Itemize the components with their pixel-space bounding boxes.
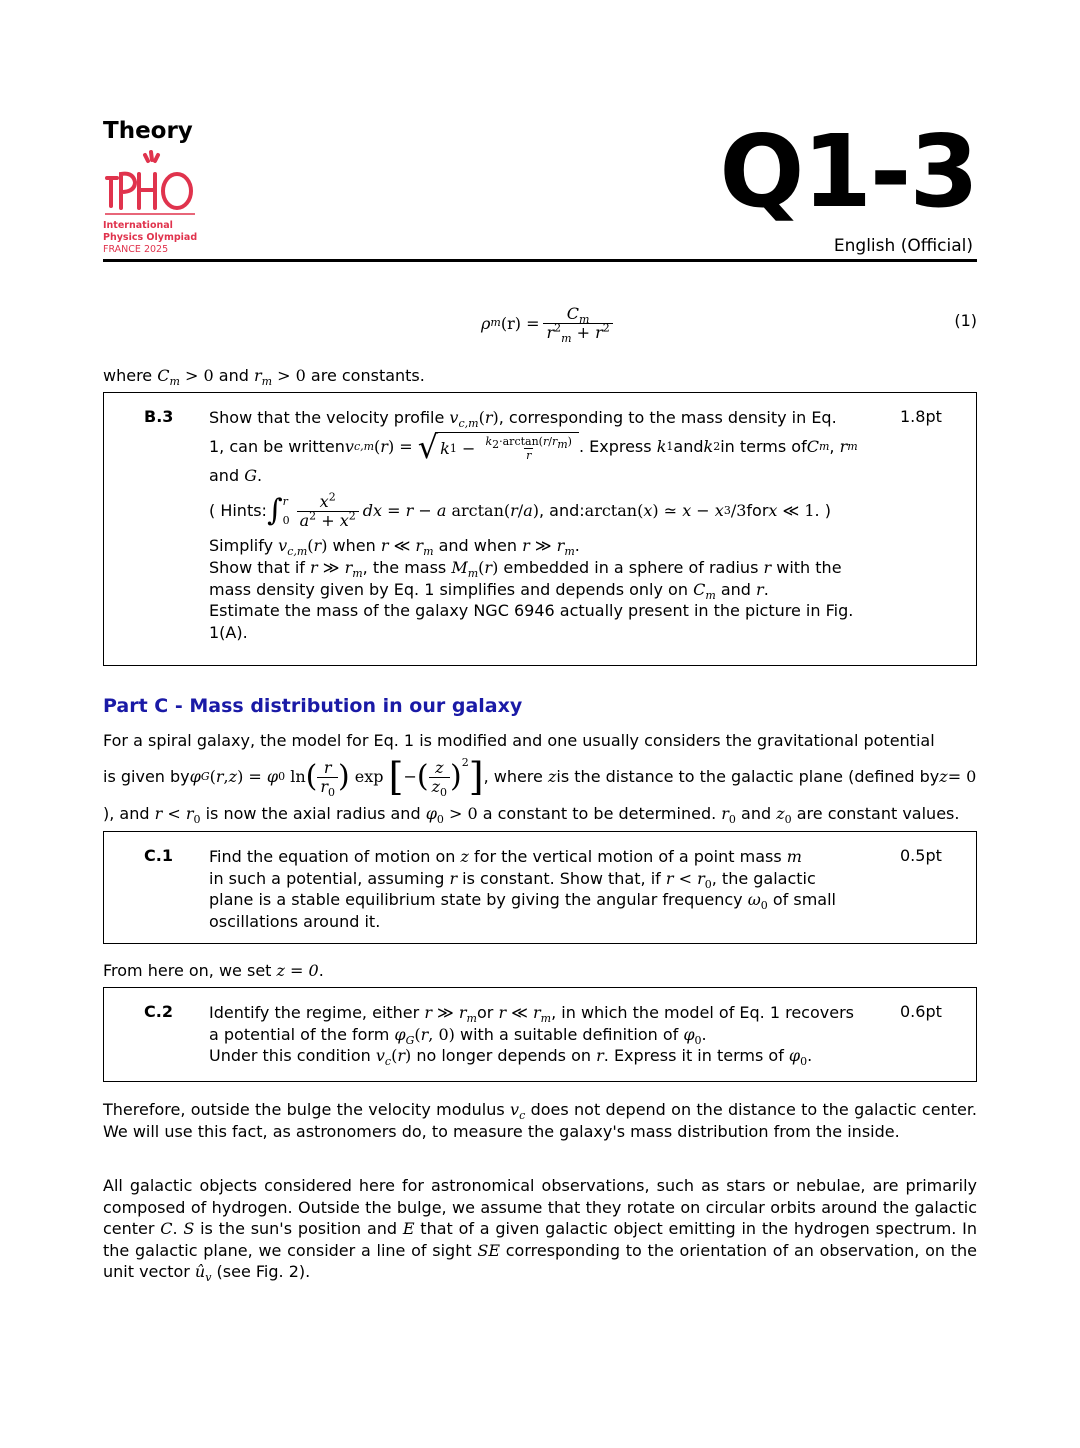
- b3-l3a: and: [209, 466, 245, 485]
- task-b3-box: [103, 392, 977, 666]
- eq1-num-sub: m: [579, 312, 590, 326]
- part-c-intro-1: For a spiral galaxy, the model for Eq. 1 is modified and one usually considers the gravitational potential: [103, 731, 935, 750]
- logo-text: [103, 220, 197, 256]
- b3-show6: and: [715, 579, 757, 599]
- pc-intro3e: are constant values.: [791, 804, 960, 823]
- b3-l2d: in terms of: [720, 437, 807, 457]
- eq1-num: C: [566, 303, 580, 323]
- c1-l1a: Find the equation of motion on: [209, 847, 461, 866]
- b3-show5: mass density given by Eq. 1 simplifies and depends only on: [209, 579, 694, 599]
- logo-line-2: Physics Olympiad: [103, 232, 198, 243]
- b3-show3: embedded in a sphere of radius: [498, 558, 764, 577]
- eq1-fraction: $\frac{C_m}{r^2_m + r^2}$: [543, 305, 612, 342]
- eq1-den-b: + r: [571, 322, 603, 342]
- equation-1: ρ m (r) = $\frac{C_m}{r^2_m + r^2}$ (1): [481, 303, 977, 345]
- para1-b: does not depend on the distance to the galactic center. We will use this fact, as astronomers do, to measure the galaxy's mass distribution from the inside.: [103, 1100, 978, 1141]
- eq1-den-a: r: [546, 322, 555, 342]
- page: [103, 0, 977, 1448]
- pc-intro2b: , where: [483, 767, 543, 787]
- pc-intro2a: is given by: [103, 767, 190, 787]
- where-t2: > 0: [179, 366, 214, 385]
- c1-l3a: plane is a stable equilibrium state by giving the angular frequency: [209, 890, 748, 909]
- pc-intro3d: and: [735, 804, 777, 823]
- task-c1-box: [103, 831, 977, 944]
- task-c1-content: Find the equation of motion on z for the vertical motion of a point mass m in such a potential, assuming r is constant. Show that, if $r < r_0$, the galactic plane is a stable equilibrium state by giving the angular frequency $\omega_0$ of small oscillations around it.: [209, 846, 874, 932]
- para1-a: Therefore, outside the bulge the velocity modulus: [103, 1100, 511, 1119]
- para2-d: that of a given galactic object emitting in the hydrogen spectrum. In the galactic plane, we consider a line of sight: [103, 1219, 977, 1260]
- task-c2-content: Identify the regime, either r ≫ $r_mor$ r ≪ $r_m$, in which the model of Eq. 1 recovers a potential of the form $\varphi_G(r$, 0) with a suitable definition of $\varphi_0$. Under this condition $v_c(r)$ no longer depends on r. Express it in terms of $\varphi_0$.: [209, 1003, 854, 1069]
- pc-intro3a: ), and: [103, 804, 155, 823]
- b3-l1a: Show that the velocity profile: [209, 408, 450, 427]
- b3-l1b: , corresponding to the mass density in Eq.: [498, 408, 837, 427]
- doc-type-label: Theory: [103, 118, 193, 144]
- from-here-line: [103, 960, 977, 982]
- from-here-end: .: [318, 961, 324, 980]
- c2-l1b: or: [476, 1003, 499, 1022]
- eq1-arg: (r) =: [500, 313, 540, 333]
- from-here-math: z = 0: [276, 961, 319, 980]
- where-t1: where: [103, 366, 158, 385]
- b3-simplify-b: when: [327, 536, 381, 555]
- para2-a: All galactic objects considered here for astronomical observations, such as stars or nebulae, are primarily composed of hydrogen. Outside the bulge, we assume that they rotate on circular orbits around the galactic center: [103, 1176, 977, 1238]
- b3-l2c: and: [673, 437, 704, 457]
- where-line: [103, 365, 977, 387]
- para2-b: .: [172, 1219, 184, 1238]
- from-here-text: From here on, we set: [103, 961, 277, 980]
- where-r: r: [253, 366, 262, 385]
- task-c2-label: C.2: [144, 1002, 173, 1021]
- b3-simplify-c: and when: [433, 536, 523, 555]
- logo-line-3: FRANCE 2025: [103, 244, 169, 255]
- c2-l1c: , in which the model of Eq. 1 recovers: [551, 1003, 854, 1022]
- hint-line: ( Hints: ∫ r 0 $\frac{x^2}{a^2 + x^2}$ dx = r − a arctan( r / a ) , and: arctan( x ) ≃ x − x 3 /3 for x ≪ 1 . ): [209, 490, 831, 530]
- where-t5: are constants.: [305, 366, 425, 385]
- part-c-intro-2: is given by φ G ( r , z ) = φ 0 ln ( $\frac{r}{r_0}$ ) exp [ − ( $\frac{z}{z_0}$ ) $^2$ ] , where z is the distance to the galactic plane (defined by z = 0: [103, 755, 977, 799]
- paragraph-1: Therefore, outside the bulge the velocity modulus $v_c$ does not depend on the distance to the galactic center. We will use this fact, as astronomers do, to measure the galaxy's mass distribution from the inside.: [103, 1100, 978, 1141]
- where-t4: > 0: [272, 366, 306, 385]
- c2-l3b: no longer depends on: [411, 1046, 597, 1065]
- language-label: English (Official): [833, 236, 973, 256]
- task-c1-label: C.1: [144, 846, 173, 865]
- task-c1-points: 0.5pt: [900, 846, 942, 865]
- b3-l3b: .: [256, 466, 263, 485]
- c1-l2c: , the galactic: [711, 868, 816, 888]
- header-rule: [103, 259, 977, 262]
- b3-l2a: 1, can be written: [209, 437, 345, 457]
- c1-l3b: of small: [767, 890, 836, 909]
- task-b3-points: 1.8pt: [900, 407, 942, 426]
- c1-l2a: in such a potential, assuming: [209, 868, 450, 888]
- b3-show2: , the mass: [362, 558, 452, 577]
- pc-intro2c: is the distance to the galactic plane (defined by: [556, 767, 940, 787]
- where-c-sub: m: [169, 375, 180, 389]
- where-t3: and: [213, 366, 254, 385]
- c2-l2b: with a suitable definition of: [454, 1024, 684, 1044]
- eq1-lhs: ρ: [481, 313, 491, 333]
- b3-simplify-a: Simplify: [209, 536, 279, 555]
- task-b3-content: Show that the velocity profile $v_{c,m}(r)$, corresponding to the mass density in Eq. 1, can be written v c,m ( r ) = √ k 1 − $\frac{k_2\cdot\arctan(r/r_m)}{r}$ . Express k 1 and k 2 in terms of C m , r m and G. ( Hints: ∫ r 0 $\frac{x^2}{a^2 + x^2}$ dx = r − a arctan( r / a ) , and: arctan( x ) ≃ x − x 3 /3 for x ≪ 1 . ) Simplify $v_{c,m}(r)$ when r ≪ $r_m$ and when r ≫ $r_m$. Show that if r ≫ $r_m$, the mass $M_m(r)$ embedded in a sphere of radius r with the mass density given by Eq. 1 simplifies and depends only on $C_m$ and r. Estimate the mass of the galaxy NGC 6946 actually present in the picture in Fig. 1(A).: [209, 407, 874, 643]
- part-c-intro-3: ), and $r < r_0$ is now the axial radius and $\varphi_0 > 0$ a constant to be determined. $r_0$ and $z_0$ are constant values.: [103, 804, 960, 827]
- c1-l2b: is constant. Show that, if: [457, 868, 666, 888]
- b3-estimate: Estimate the mass of the galaxy NGC 6946 actually present in the picture in Fig. 1(A).: [209, 601, 854, 642]
- para2-c: is the sun's position and: [194, 1219, 403, 1238]
- b3-show1: Show that if: [209, 558, 310, 577]
- para2-e: corresponding to the orientation of an observation, on the unit vector: [103, 1240, 978, 1281]
- pc-intro3b: is now the axial radius and: [200, 804, 426, 823]
- c2-l3a: Under this condition: [209, 1046, 376, 1065]
- pc-intro3c: a constant to be determined.: [477, 804, 722, 823]
- c2-l1a: Identify the regime, either: [209, 1003, 425, 1022]
- logo-line-1: International: [103, 220, 173, 231]
- b3-hint-open: ( Hints:: [209, 501, 267, 521]
- b3-hint-for: for: [746, 501, 769, 521]
- part-c-title: Part C - Mass distribution in our galaxy: [103, 695, 523, 717]
- question-number: Q1-3: [719, 113, 977, 230]
- c1-l4: oscillations around it.: [209, 911, 381, 931]
- b3-hint-mid: , and:: [538, 501, 585, 521]
- c2-l3c: . Express it in terms of: [603, 1046, 789, 1065]
- eq1-den-a-sub: m: [561, 331, 572, 345]
- where-r-sub: m: [261, 375, 273, 389]
- b3-l2b: . Express: [578, 437, 652, 457]
- where-c: C: [157, 366, 170, 385]
- sqrt-expression: √ k 1 − $\frac{k_2\cdot\arctan(r/r_m)}{r}$: [418, 431, 579, 463]
- para2-f: (see Fig. 2).: [211, 1262, 311, 1281]
- b3-show4: with the: [771, 558, 842, 577]
- c1-l1b: for the vertical motion of a point mass: [468, 847, 787, 866]
- task-c2-box: [103, 987, 977, 1082]
- c2-l2a: a potential of the form: [209, 1024, 395, 1044]
- task-c2-points: 0.6pt: [900, 1002, 942, 1021]
- b3-hint-close: . ): [814, 501, 831, 521]
- eq1-tag: (1): [954, 311, 977, 330]
- task-b3-label: B.3: [144, 407, 174, 426]
- paragraph-2: All galactic objects considered here for astronomical observations, such as stars or nebulae, are primarily composed of hydrogen. Outside the bulge, we assume that they rotate on circular orbits around the galactic center C. S is the sun's position and E that of a given galactic object emitting in the hydrogen spectrum. In the galactic plane, we consider a line of sight SE corresponding to the orientation of an observation, on the unit vector $û_v$ (see Fig. 2).: [103, 1176, 978, 1285]
